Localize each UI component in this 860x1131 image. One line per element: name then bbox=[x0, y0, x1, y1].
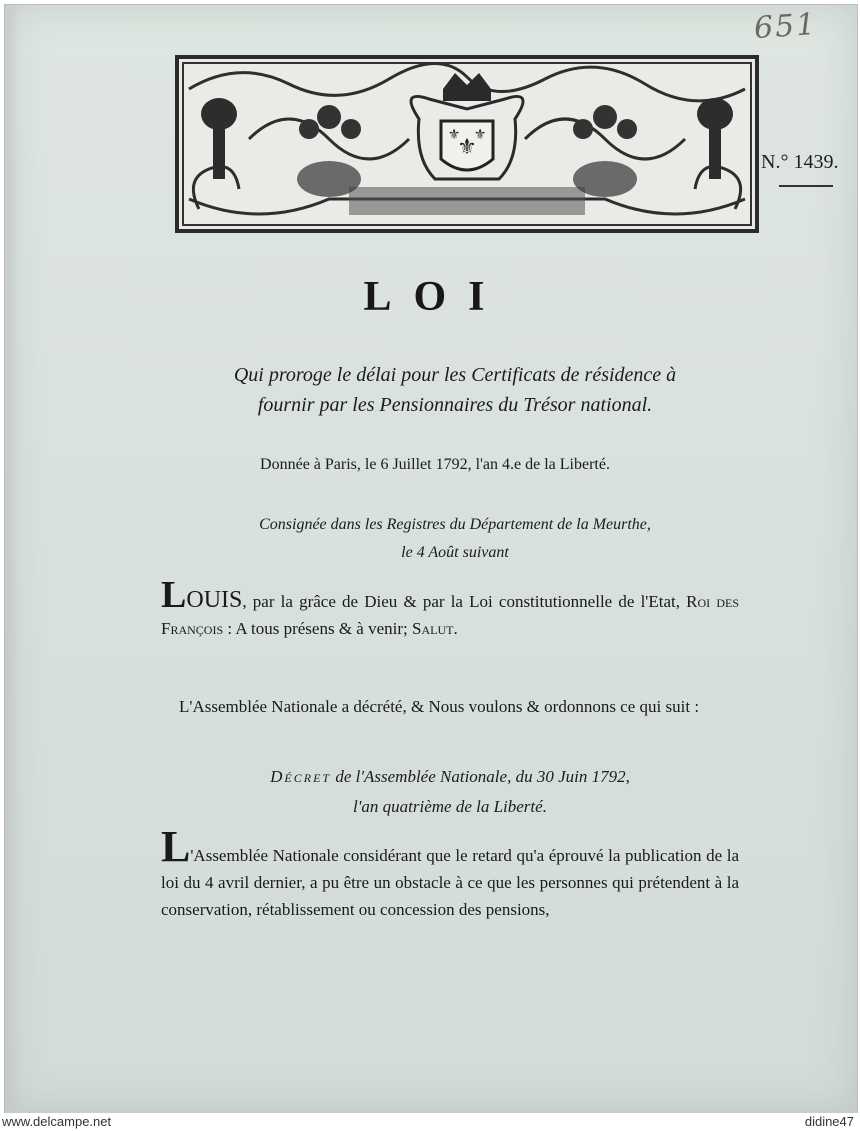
consigned-line-1: Consignée dans les Registres du Département de la Meurthe, bbox=[259, 516, 651, 533]
body-text: 'Assemblée Nationale considérant que le retard qu'a éprouvé la publication de la loi du 4 avril dernier, a pu être un obstacle à ce que les personnes qui prétendent à la conservation, rétablissement ou concession des pensions, bbox=[161, 846, 739, 919]
svg-text:⚜: ⚜ bbox=[473, 127, 487, 143]
louis-text-2: : A tous présens & à venir; bbox=[223, 619, 413, 638]
royal-arms-ornament-icon bbox=[179, 59, 755, 229]
roi-des-francois: Roi des François bbox=[161, 592, 739, 638]
body-paragraph bbox=[161, 822, 739, 923]
decret-rest: de l'Assemblée Nationale, du 30 Juin 1792, bbox=[331, 767, 630, 786]
assemblee-paragraph: L'Assemblée Nationale a décrété, & Nous voulons & ordonnons ce qui suit : bbox=[179, 697, 700, 716]
svg-text:⚜: ⚜ bbox=[447, 127, 461, 143]
decree-number-text: N.° 1439. bbox=[761, 151, 839, 173]
decret-word: Décret bbox=[270, 767, 332, 786]
footer-seller-name: didine47 bbox=[804, 1114, 854, 1129]
decree-number bbox=[761, 151, 838, 174]
decree-number-underline bbox=[779, 185, 833, 187]
footer-site-link[interactable]: www.delcampe.net bbox=[2, 1114, 112, 1129]
salut: Salut. bbox=[412, 619, 458, 638]
page-title: LOI bbox=[363, 274, 507, 320]
subtitle-line-2: fournir par les Pensionnaires du Trésor national. bbox=[257, 394, 653, 416]
body-dropcap: L bbox=[161, 822, 191, 871]
svg-text:⚜: ⚜ bbox=[457, 135, 477, 160]
louis-dropcap: L bbox=[161, 574, 187, 616]
decret-line-1 bbox=[155, 762, 745, 792]
subtitle bbox=[155, 360, 755, 420]
consigned-note bbox=[165, 511, 745, 567]
ornamental-header-engraving bbox=[175, 55, 759, 233]
louis-text-1: , par la grâce de Dieu & par la Loi constitutionnelle de l'Etat, bbox=[242, 592, 687, 611]
document-page bbox=[4, 4, 858, 1114]
decret-line-2: l'an quatrième de la Liberté. bbox=[353, 797, 547, 816]
louis-caps: OUIS bbox=[186, 587, 243, 613]
decret-heading bbox=[155, 762, 745, 822]
louis-paragraph bbox=[161, 574, 739, 642]
watermark-footer bbox=[0, 1113, 860, 1131]
consigned-line-2: le 4 Août suivant bbox=[401, 544, 509, 561]
given-at-line: Donnée à Paris, le 6 Juillet 1792, l'an 4.e de la Liberté. bbox=[260, 456, 610, 473]
subtitle-line-1: Qui proroge le délai pour les Certificats de résidence à bbox=[233, 364, 677, 386]
handwritten-note: 651 bbox=[752, 6, 819, 47]
